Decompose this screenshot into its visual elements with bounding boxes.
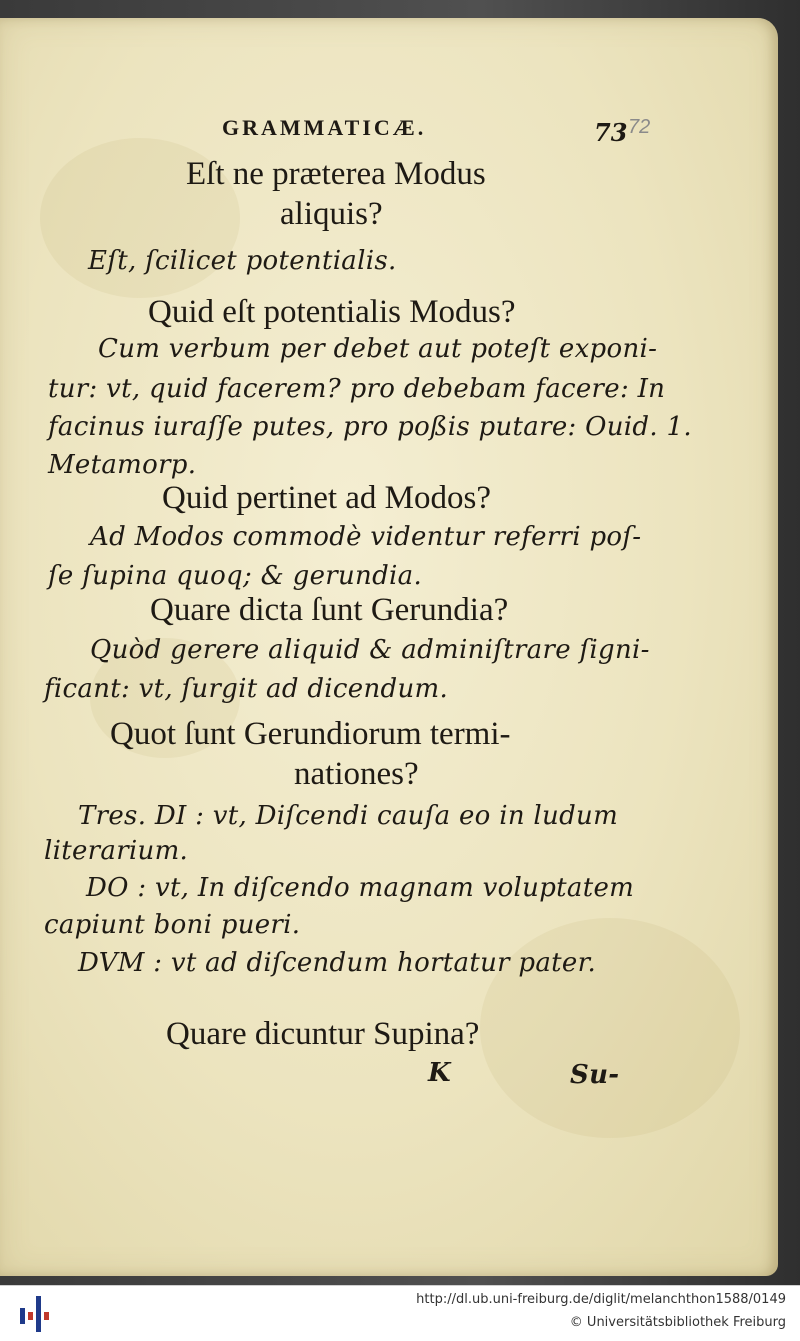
page-number: 73: [594, 118, 628, 147]
answer-text: capiunt boni pueri.: [44, 910, 301, 940]
question-text: Quare dicuntur Supina?: [166, 1016, 480, 1052]
answer-text: Metamorp.: [48, 450, 197, 480]
answer-text: Ad Modos commodè videntur referri poſ-: [90, 522, 642, 552]
answer-text: Quòd gerere aliquid & adminiſtrare ſigni-: [90, 635, 650, 665]
question-text: Eſt ne præterea Modus: [186, 156, 486, 192]
answer-text: Tres. DI : vt, Diſcendi cauſa eo in ludum: [78, 801, 619, 831]
answer-text: ſe ſupina quoq; & gerundia.: [48, 561, 423, 591]
viewer-footer: [0, 1285, 800, 1341]
question-text: Quid pertinet ad Modos?: [162, 480, 492, 516]
question-text: aliquis?: [280, 196, 383, 232]
question-text: Quot ſunt Gerundiorum termi-: [110, 716, 511, 752]
permalink-link[interactable]: http://dl.ub.uni-freiburg.de/diglit/melanchthon1588/0149: [416, 1292, 786, 1307]
answer-text: DVM : vt ad diſcendum hortatur pater.: [78, 948, 597, 978]
catchword: Su-: [570, 1060, 620, 1090]
answer-text: facinus iuraſſe putes, pro poßis putare: Ouid. 1.: [48, 412, 692, 442]
answer-text: ficant: vt, ſurgit ad dicendum.: [44, 674, 449, 704]
question-text: Quid eſt potentialis Modus?: [148, 294, 516, 330]
running-header: GRAMMATICÆ.: [222, 115, 427, 140]
answer-text: Eſt, ſcilicet potentialis.: [88, 246, 397, 276]
signature-mark: K: [428, 1058, 451, 1088]
answer-text: literarium.: [44, 836, 189, 866]
library-logo-icon: [20, 1294, 52, 1334]
answer-text: tur: vt, quid facerem? pro debebam facere: In: [48, 374, 666, 404]
copyright-text: © Universitätsbibliothek Freiburg: [569, 1315, 786, 1330]
answer-text: DO : vt, In diſcendo magnam voluptatem: [86, 873, 635, 903]
book-page: [0, 18, 778, 1276]
pencil-page-number: 72: [628, 116, 651, 138]
question-text: Quare dicta ſunt Gerundia?: [150, 592, 509, 628]
question-text: nationes?: [294, 756, 419, 792]
answer-text: Cum verbum per debet aut poteſt exponi-: [98, 334, 658, 364]
